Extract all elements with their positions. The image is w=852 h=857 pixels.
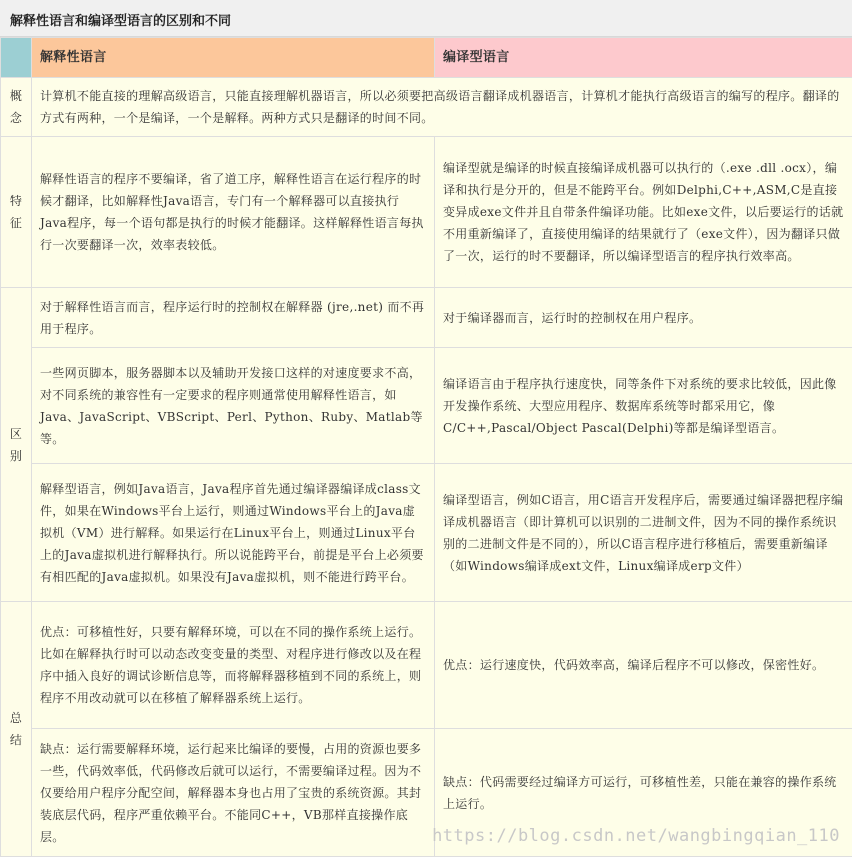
table-title-bar — [0, 0, 852, 37]
row-label-summary: 总结 — [1, 602, 32, 857]
header-interpreted: 解释性语言 — [32, 38, 435, 78]
row-label-features: 特征 — [1, 137, 32, 288]
table-title: 解释性语言和编译型语言的区别和不同 — [10, 10, 231, 29]
diff-2-interpreted: 一些网页脚本，服务器脚本以及辅助开发接口这样的对速度要求不高，对不同系统的兼容性有一定要求的程序则通常使用解释性语言，如Java、JavaScript、VBScript、Perl、Python、Ruby、Matlab等等。 — [32, 348, 435, 464]
concept-text: 计算机不能直接的理解高级语言，只能直接理解机器语言，所以必须要把高级语言翻译成机器语言，计算机才能执行高级语言的编写的程序。翻译的方式有两种，一个是编译，一个是解释。两种方式只是翻译的时间不同。 — [32, 78, 852, 137]
summary-2-compiled: 缺点：代码需要经过编译方可运行，可移植性差，只能在兼容的操作系统上运行。 — [435, 729, 852, 857]
row-label-concept: 概念 — [1, 78, 32, 137]
diff-2-compiled: 编译语言由于程序执行速度快，同等条件下对系统的要求比较低，因此像开发操作系统、大型应用程序、数据库系统等时都采用它，像C/C++,Pascal/Object Pascal(Delphi)等都是编译型语言。 — [435, 348, 852, 464]
summary-1-compiled: 优点：运行速度快，代码效率高，编译后程序不可以修改，保密性好。 — [435, 602, 852, 729]
header-corner — [1, 38, 32, 78]
diff-1-interpreted: 对于解释性语言而言，程序运行时的控制权在解释器 (jre,.net) 而不再用于程序。 — [32, 288, 435, 348]
diff-3-interpreted: 解释型语言，例如Java语言，Java程序首先通过编译器编译成class文件，如果在Windows平台上运行，则通过Windows平台上的Java虚拟机（VM）进行解释。如果运行在Linux平台上，则通过Linux平台上的Java虚拟机进行解释执行。所以说能跨平台，前提是平台上必须要有相匹配的Java虚拟机。如果没有Java虚拟机，则不能进行跨平台。 — [32, 464, 435, 602]
summary-2-interpreted: 缺点：运行需要解释环境，运行起来比编译的要慢，占用的资源也要多一些，代码效率低，代码修改后就可以运行，不需要编译过程。因为不仅要给用户程序分配空间，解释器本身也占用了宝贵的系统资源。其封装底层代码，程序严重依赖平台。不能同C++，VB那样直接操作底层。 — [32, 729, 435, 857]
diff-3-compiled: 编译型语言，例如C语言，用C语言开发程序后，需要通过编译器把程序编译成机器语言（即计算机可以识别的二进制文件，因为不同的操作系统识别的二进制文件是不同的），所以C语言程序进行移植后，需要重新编译（如Windows编译成ext文件，Linux编译成erp文件） — [435, 464, 852, 602]
diff-1-compiled: 对于编译器而言，运行时的控制权在用户程序。 — [435, 288, 852, 348]
row-label-difference: 区别 — [1, 288, 32, 602]
comparison-table — [0, 37, 852, 857]
features-compiled: 编译型就是编译的时候直接编译成机器可以执行的（.exe .dll .ocx），编译和执行是分开的，但是不能跨平台。例如Delphi,C++,ASM,C是直接变异成exe文件并且自带条件编译功能。比如exe文件，以后要运行的话就不用重新编译了，直接使用编译的结果就行了（exe文件），因为翻译只做了一次，运行的时不要翻译，所以编译型语言的程序执行效率高。 — [435, 137, 852, 288]
features-interpreted: 解释性语言的程序不要编译，省了道工序，解释性语言在运行程序的时候才翻译，比如解释性Java语言，专门有一个解释器可以直接执行Java程序，每一个语句都是执行的时候才能翻译。这样解释性语言每执行一次要翻译一次，效率表较低。 — [32, 137, 435, 288]
watermark: https://blog.csdn.net/wangbingqian_110 — [432, 826, 840, 846]
summary-1-interpreted: 优点：可移植性好，只要有解释环境，可以在不同的操作系统上运行。比如在解释执行时可以动态改变变量的类型、对程序进行修改以及在程序中插入良好的调试诊断信息等，而将解释器移植到不同的系统上，则程序不用改动就可以在移植了解释器系统上运行。 — [32, 602, 435, 729]
header-compiled: 编译型语言 — [435, 38, 852, 78]
